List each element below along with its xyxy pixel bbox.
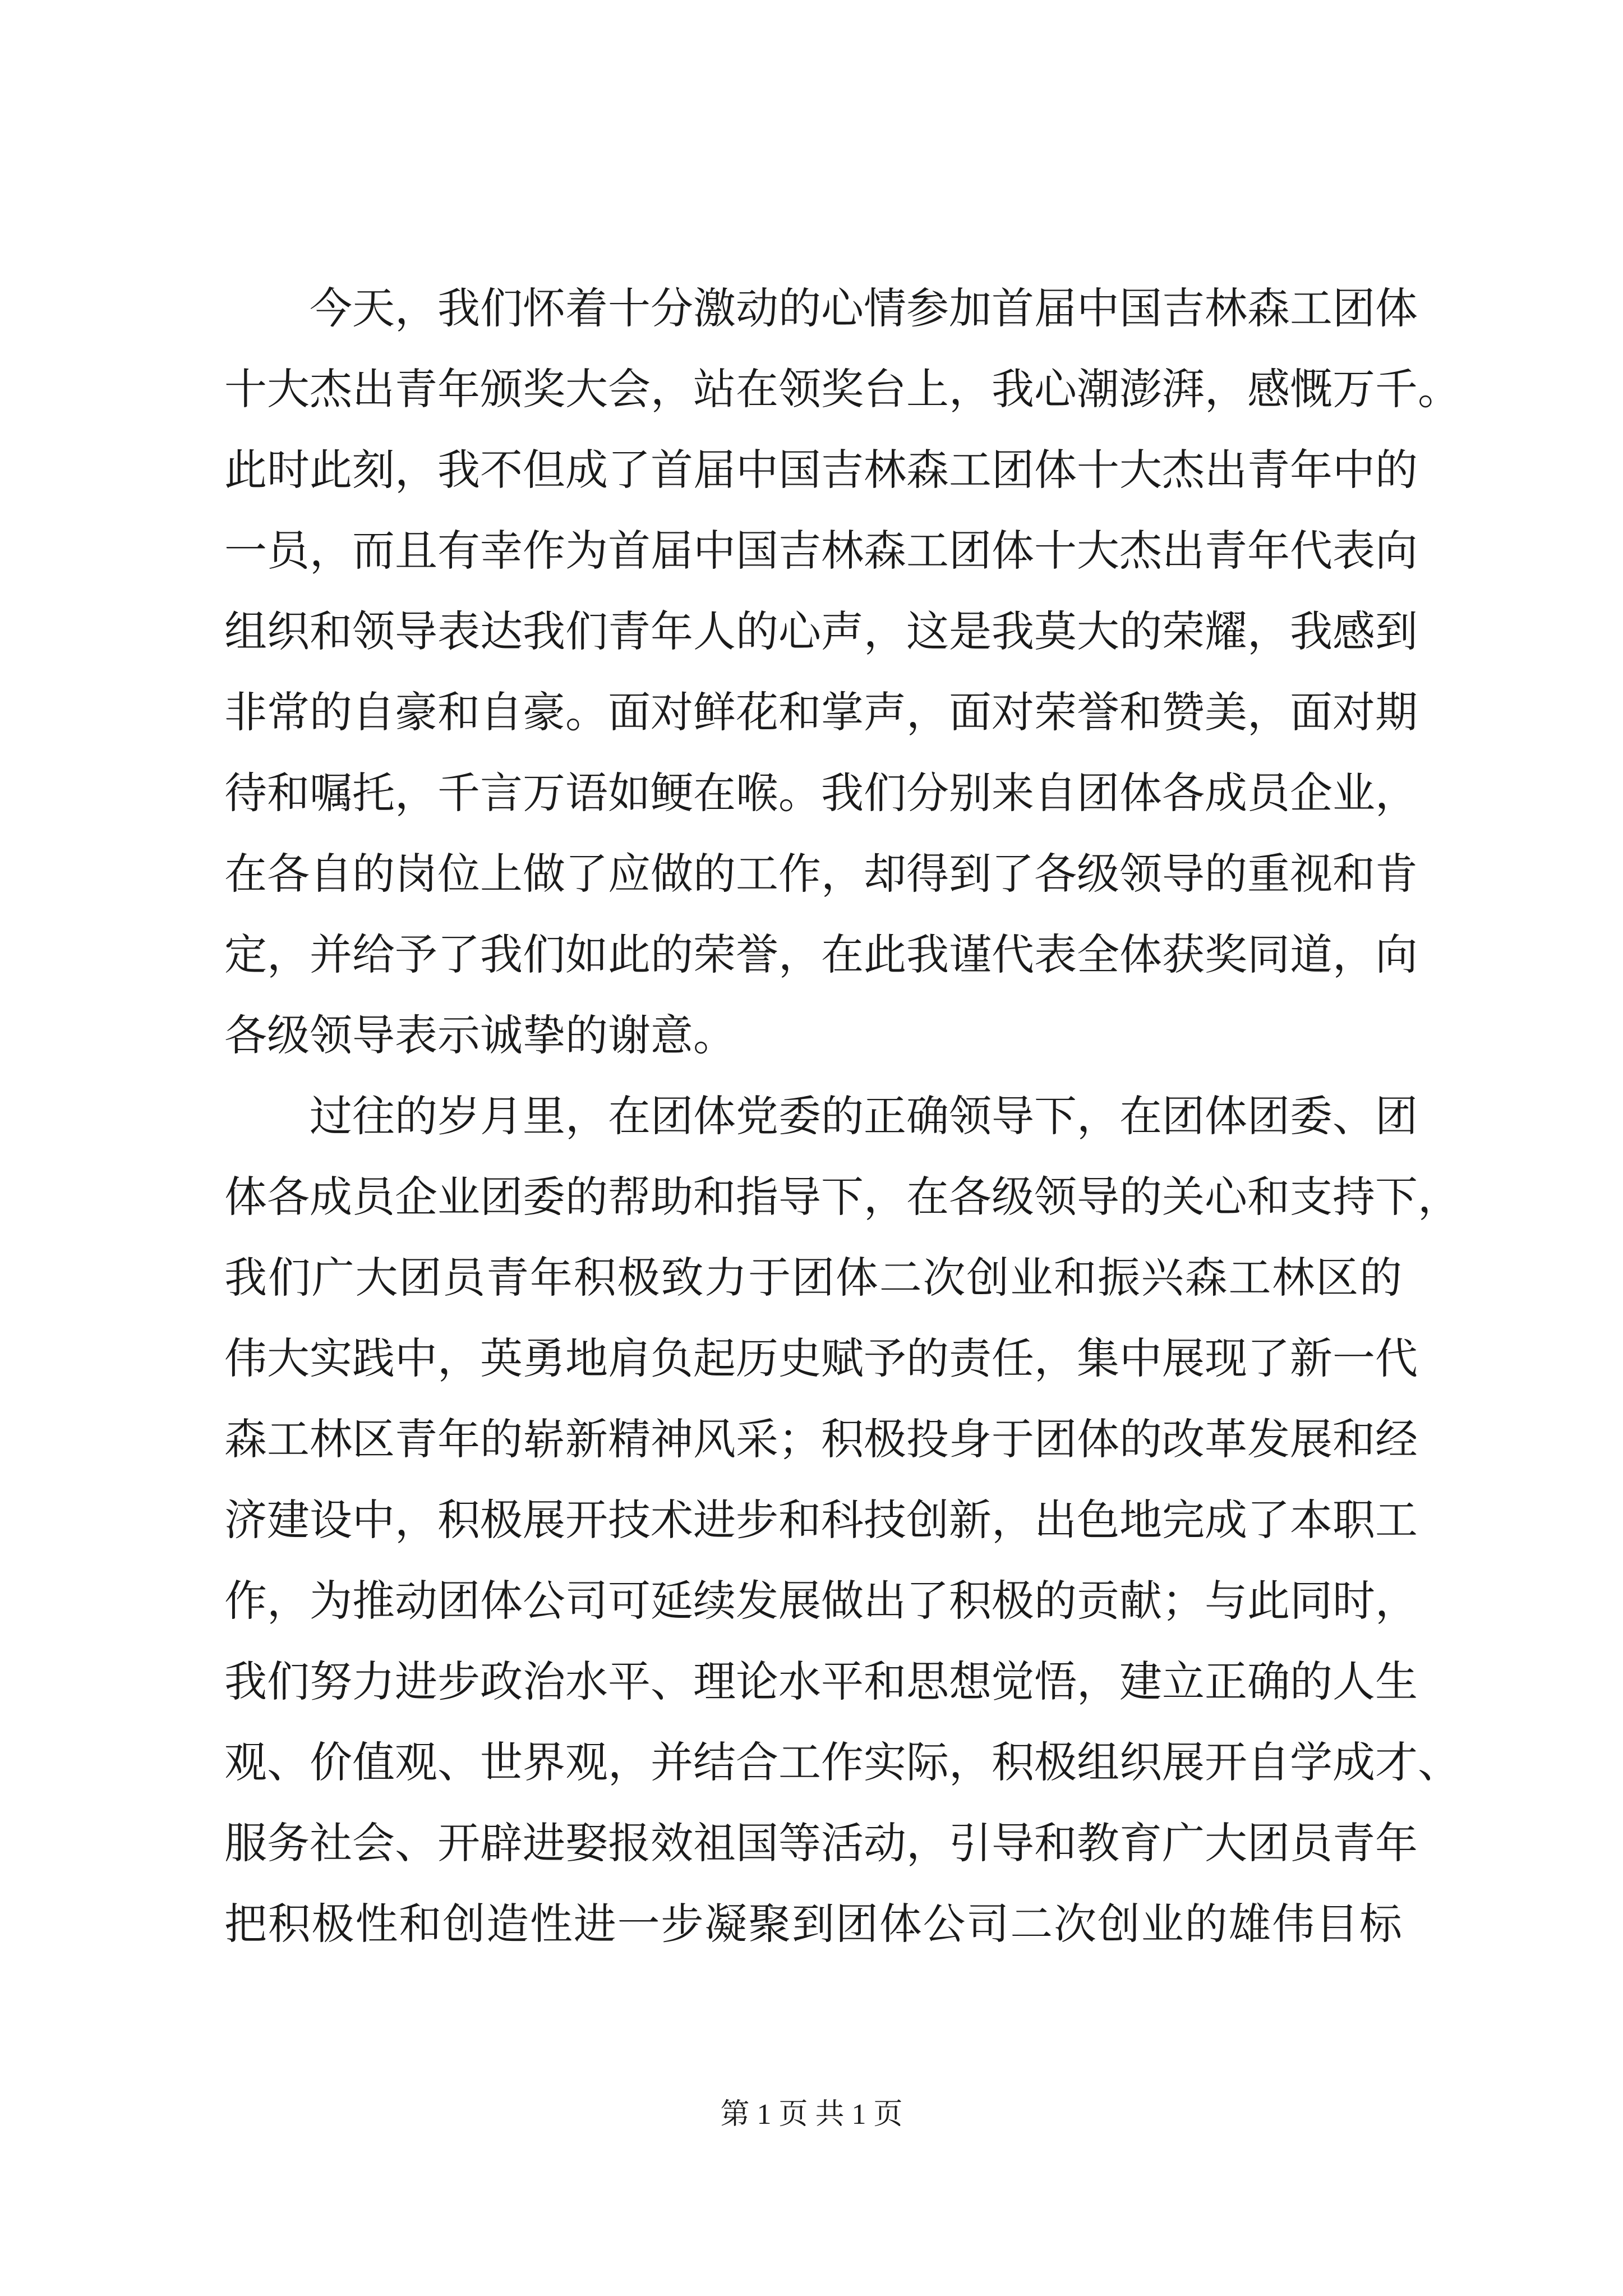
- text-line: 过往的岁月里，在团体党委的正确领导下，在团体团委、团: [310, 1091, 1418, 1141]
- text-line: 一员，而且有幸作为首届中国吉林森工团体十大杰出青年代表向: [224, 526, 1418, 576]
- text-line: 服务社会、开辟进娶报效祖国等活动，引导和教育广大团员青年: [224, 1818, 1418, 1868]
- paragraph-2: [224, 1076, 1460, 1964]
- text-line: 各级领导表示诚挚的谢意。: [224, 1010, 736, 1060]
- text-line: 组织和领导表达我们青年人的心声，这是我莫大的荣耀，我感到: [224, 606, 1418, 656]
- text-line: 我们广大团员青年积极致力于团体二次创业和振兴森工林区的: [224, 1253, 1402, 1303]
- text-line: 定，并给予了我们如此的荣誉，在此我谨代表全体获奖同道，向: [224, 930, 1418, 979]
- text-line: 作，为推动团体公司可延续发展做出了积极的贡献；与此同时，: [224, 1576, 1418, 1626]
- text-line: 观、价值观、世界观，并结合工作实际，积极组织展开自学成才、: [224, 1737, 1460, 1787]
- text-line: 今天，我们怀着十分激动的心情参加首届中国吉林森工团体: [310, 283, 1418, 333]
- document-body: [224, 268, 1460, 1964]
- text-line: 把积极性和创造性进一步凝聚到团体公司二次创业的雄伟目标: [224, 1899, 1402, 1949]
- text-line: 十大杰出青年颁奖大会，站在领奖台上，我心潮澎湃，感慨万千。: [224, 364, 1460, 414]
- text-line: 济建设中，积极展开技术进步和科技创新，出色地完成了本职工: [224, 1495, 1418, 1545]
- text-line: 森工林区青年的崭新精神风采；积极投身于团体的改革发展和经: [224, 1414, 1418, 1464]
- text-line: 伟大实践中，英勇地肩负起历史赋予的责任，集中展现了新一代: [224, 1333, 1418, 1383]
- text-line: 非常的自豪和自豪。面对鲜花和掌声，面对荣誉和赞美，面对期: [224, 687, 1418, 737]
- text-line: 我们努力进步政治水平、理论水平和思想觉悟，建立正确的人生: [224, 1657, 1418, 1706]
- page-number-footer: 第 1 页 共 1 页: [720, 2099, 903, 2131]
- text-line: 体各成员企业团委的帮助和指导下，在各级领导的关心和支持下，: [224, 1172, 1460, 1222]
- text-line: 此时此刻，我不但成了首届中国吉林森工团体十大杰出青年中的: [224, 445, 1418, 495]
- text-line: 在各自的岗位上做了应做的工作，却得到了各级领导的重视和肯: [224, 849, 1418, 899]
- paragraph-1: [224, 268, 1460, 1076]
- text-line: 待和嘱托，千言万语如鲠在喉。我们分别来自团体各成员企业，: [224, 768, 1418, 818]
